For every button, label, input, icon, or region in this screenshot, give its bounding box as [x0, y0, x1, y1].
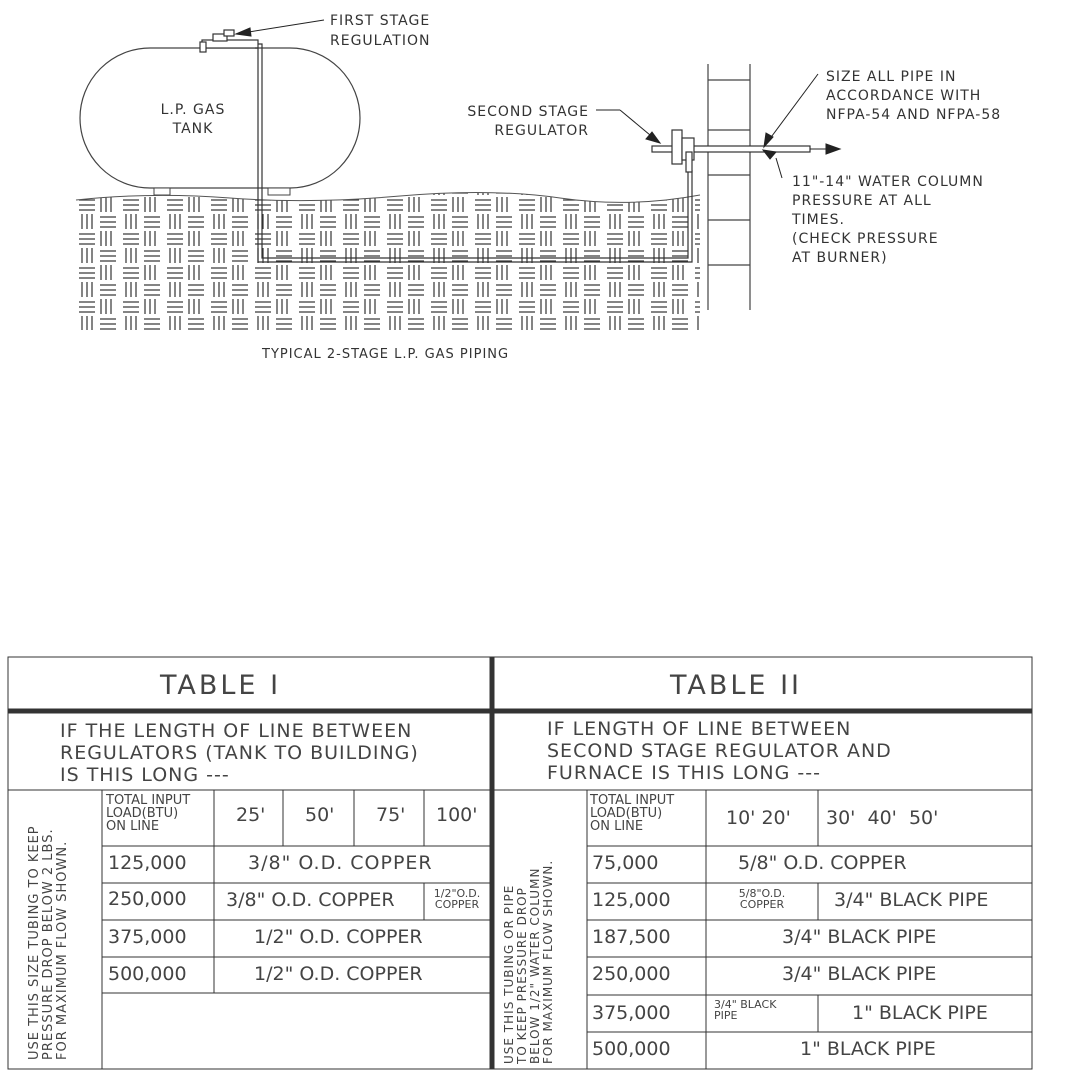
table2-load-header [590, 794, 674, 833]
table1-load-header-line1: TOTAL INPUT [106, 793, 191, 808]
table2-title: TABLE II [670, 670, 802, 701]
table1-load-header [106, 794, 190, 833]
table2-row5-load: 375,000 [592, 1002, 671, 1024]
table2-load-header-line1: TOTAL INPUT [590, 793, 675, 808]
table2-row2-size-a-line2: COPPER [739, 898, 785, 911]
table1-side-note-line3: FOR MAXIMUM FLOW SHOWN. [55, 840, 70, 1060]
pressure-note-line2: PRESSURE AT ALL [792, 193, 932, 209]
pressure-note-line5: AT BURNER) [792, 250, 888, 266]
tank-label-line2: TANK [172, 121, 214, 137]
table2-row4-load: 250,000 [592, 963, 671, 985]
table1-length-75: 75' [376, 804, 406, 826]
table1-row2-size: 3/8" O.D. COPPER [226, 889, 395, 911]
table2-row2-size-a [712, 888, 812, 910]
table1-row2-size-alt [426, 888, 488, 910]
table2-row2-size-b: 3/4" BLACK PIPE [834, 889, 989, 911]
table2-side-note-line4: FOR MAXIMUM FLOW SHOWN. [541, 859, 555, 1064]
table2-intro-line3: FURNACE IS THIS LONG --- [547, 762, 821, 784]
table1-load-header-line2: LOAD(BTU) [106, 806, 179, 821]
table2-row1-size: 5/8" O.D. COPPER [738, 852, 907, 874]
table1-intro-line1: IF THE LENGTH OF LINE BETWEEN [60, 720, 413, 742]
table2-lengths-long: 30' 40' 50' [826, 807, 939, 829]
table2-row3-load: 187,500 [592, 926, 671, 948]
table2-row5-size-a [714, 999, 776, 1021]
table1-row2-size-alt-line1: 1/2"O.D. [433, 887, 481, 900]
second-stage-label-line1: SECOND STAGE [467, 104, 589, 120]
second-stage-label-line2: REGULATOR [494, 123, 589, 139]
table2-row1-load: 75,000 [592, 852, 659, 874]
table1-row2-load: 250,000 [108, 888, 187, 910]
table1-row1-load: 125,000 [108, 852, 187, 874]
pipe-size-note-line1: SIZE ALL PIPE IN [826, 69, 957, 85]
table1-length-25: 25' [236, 804, 266, 826]
table2-row6-load: 500,000 [592, 1038, 671, 1060]
table2-row4-size: 3/4" BLACK PIPE [782, 963, 937, 985]
table2-row2-load: 125,000 [592, 889, 671, 911]
table1-title: TABLE I [160, 670, 282, 701]
table2-side-note-line1: USE THIS TUBING OR PIPE [502, 884, 516, 1064]
table2-row2-size-a-line1: 5/8"O.D. [738, 887, 786, 900]
diagram-caption: TYPICAL 2-STAGE L.P. GAS PIPING [262, 347, 510, 362]
table1-intro-line3: IS THIS LONG --- [60, 764, 230, 786]
table2-row5-size-b: 1" BLACK PIPE [852, 1002, 988, 1024]
table2-intro-line2: SECOND STAGE REGULATOR AND [547, 740, 892, 762]
pressure-note-line3: TIMES. [792, 212, 845, 228]
table1-row3-size: 1/2" O.D. COPPER [254, 926, 423, 948]
table1-length-50: 50' [305, 804, 335, 826]
table2-row5-size-a-line2: PIPE [714, 1009, 738, 1022]
pipe-size-note-line2: ACCORDANCE WITH [826, 88, 982, 104]
table1-length-100: 100' [436, 804, 478, 826]
pressure-note-line4: (CHECK PRESSURE [792, 231, 939, 247]
table1-side-note [28, 825, 70, 1060]
table2-row5-size-a-line1: 3/4" BLACK [714, 998, 777, 1011]
first-stage-label-line2: REGULATION [330, 33, 431, 49]
table1-side-note-line2: PRESSURE DROP BELOW 2 LBS. [41, 828, 56, 1060]
table1-row4-size: 1/2" O.D. COPPER [254, 963, 423, 985]
table1-intro-line2: REGULATORS (TANK TO BUILDING) [60, 742, 419, 764]
table2-intro-line1: IF LENGTH OF LINE BETWEEN [547, 718, 852, 740]
table1-row3-load: 375,000 [108, 926, 187, 948]
tank-label-line1: L.P. GAS [160, 102, 226, 118]
table2-load-header-line3: ON LINE [590, 819, 644, 834]
table2-side-note-line2: TO KEEP PRESSURE DROP [515, 887, 529, 1064]
table1-side-note-line1: USE THIS SIZE TUBING TO KEEP [27, 825, 42, 1060]
table1-intro [40, 720, 419, 786]
table2-side-note-line3: BELOW 1/2" WATER COLUMN [528, 867, 542, 1064]
table1-load-header-line3: ON LINE [106, 819, 160, 834]
pressure-note-line1: 11"-14" WATER COLUMN [792, 174, 984, 190]
first-stage-label-line1: FIRST STAGE [330, 13, 431, 29]
table2-row6-size: 1" BLACK PIPE [800, 1038, 936, 1060]
table1-row1-size: 3/8" O.D. COPPER [248, 852, 433, 874]
table1-row2-size-alt-line2: COPPER [434, 898, 480, 911]
table2-load-header-line2: LOAD(BTU) [590, 806, 663, 821]
table2-row3-size: 3/4" BLACK PIPE [782, 926, 937, 948]
pipe-size-note-line3: NFPA-54 AND NFPA-58 [826, 107, 1002, 123]
table2-lengths-short: 10' 20' [726, 807, 791, 829]
table2-intro [547, 718, 892, 784]
table1-row4-load: 500,000 [108, 963, 187, 985]
table2-side-note [503, 860, 555, 1064]
